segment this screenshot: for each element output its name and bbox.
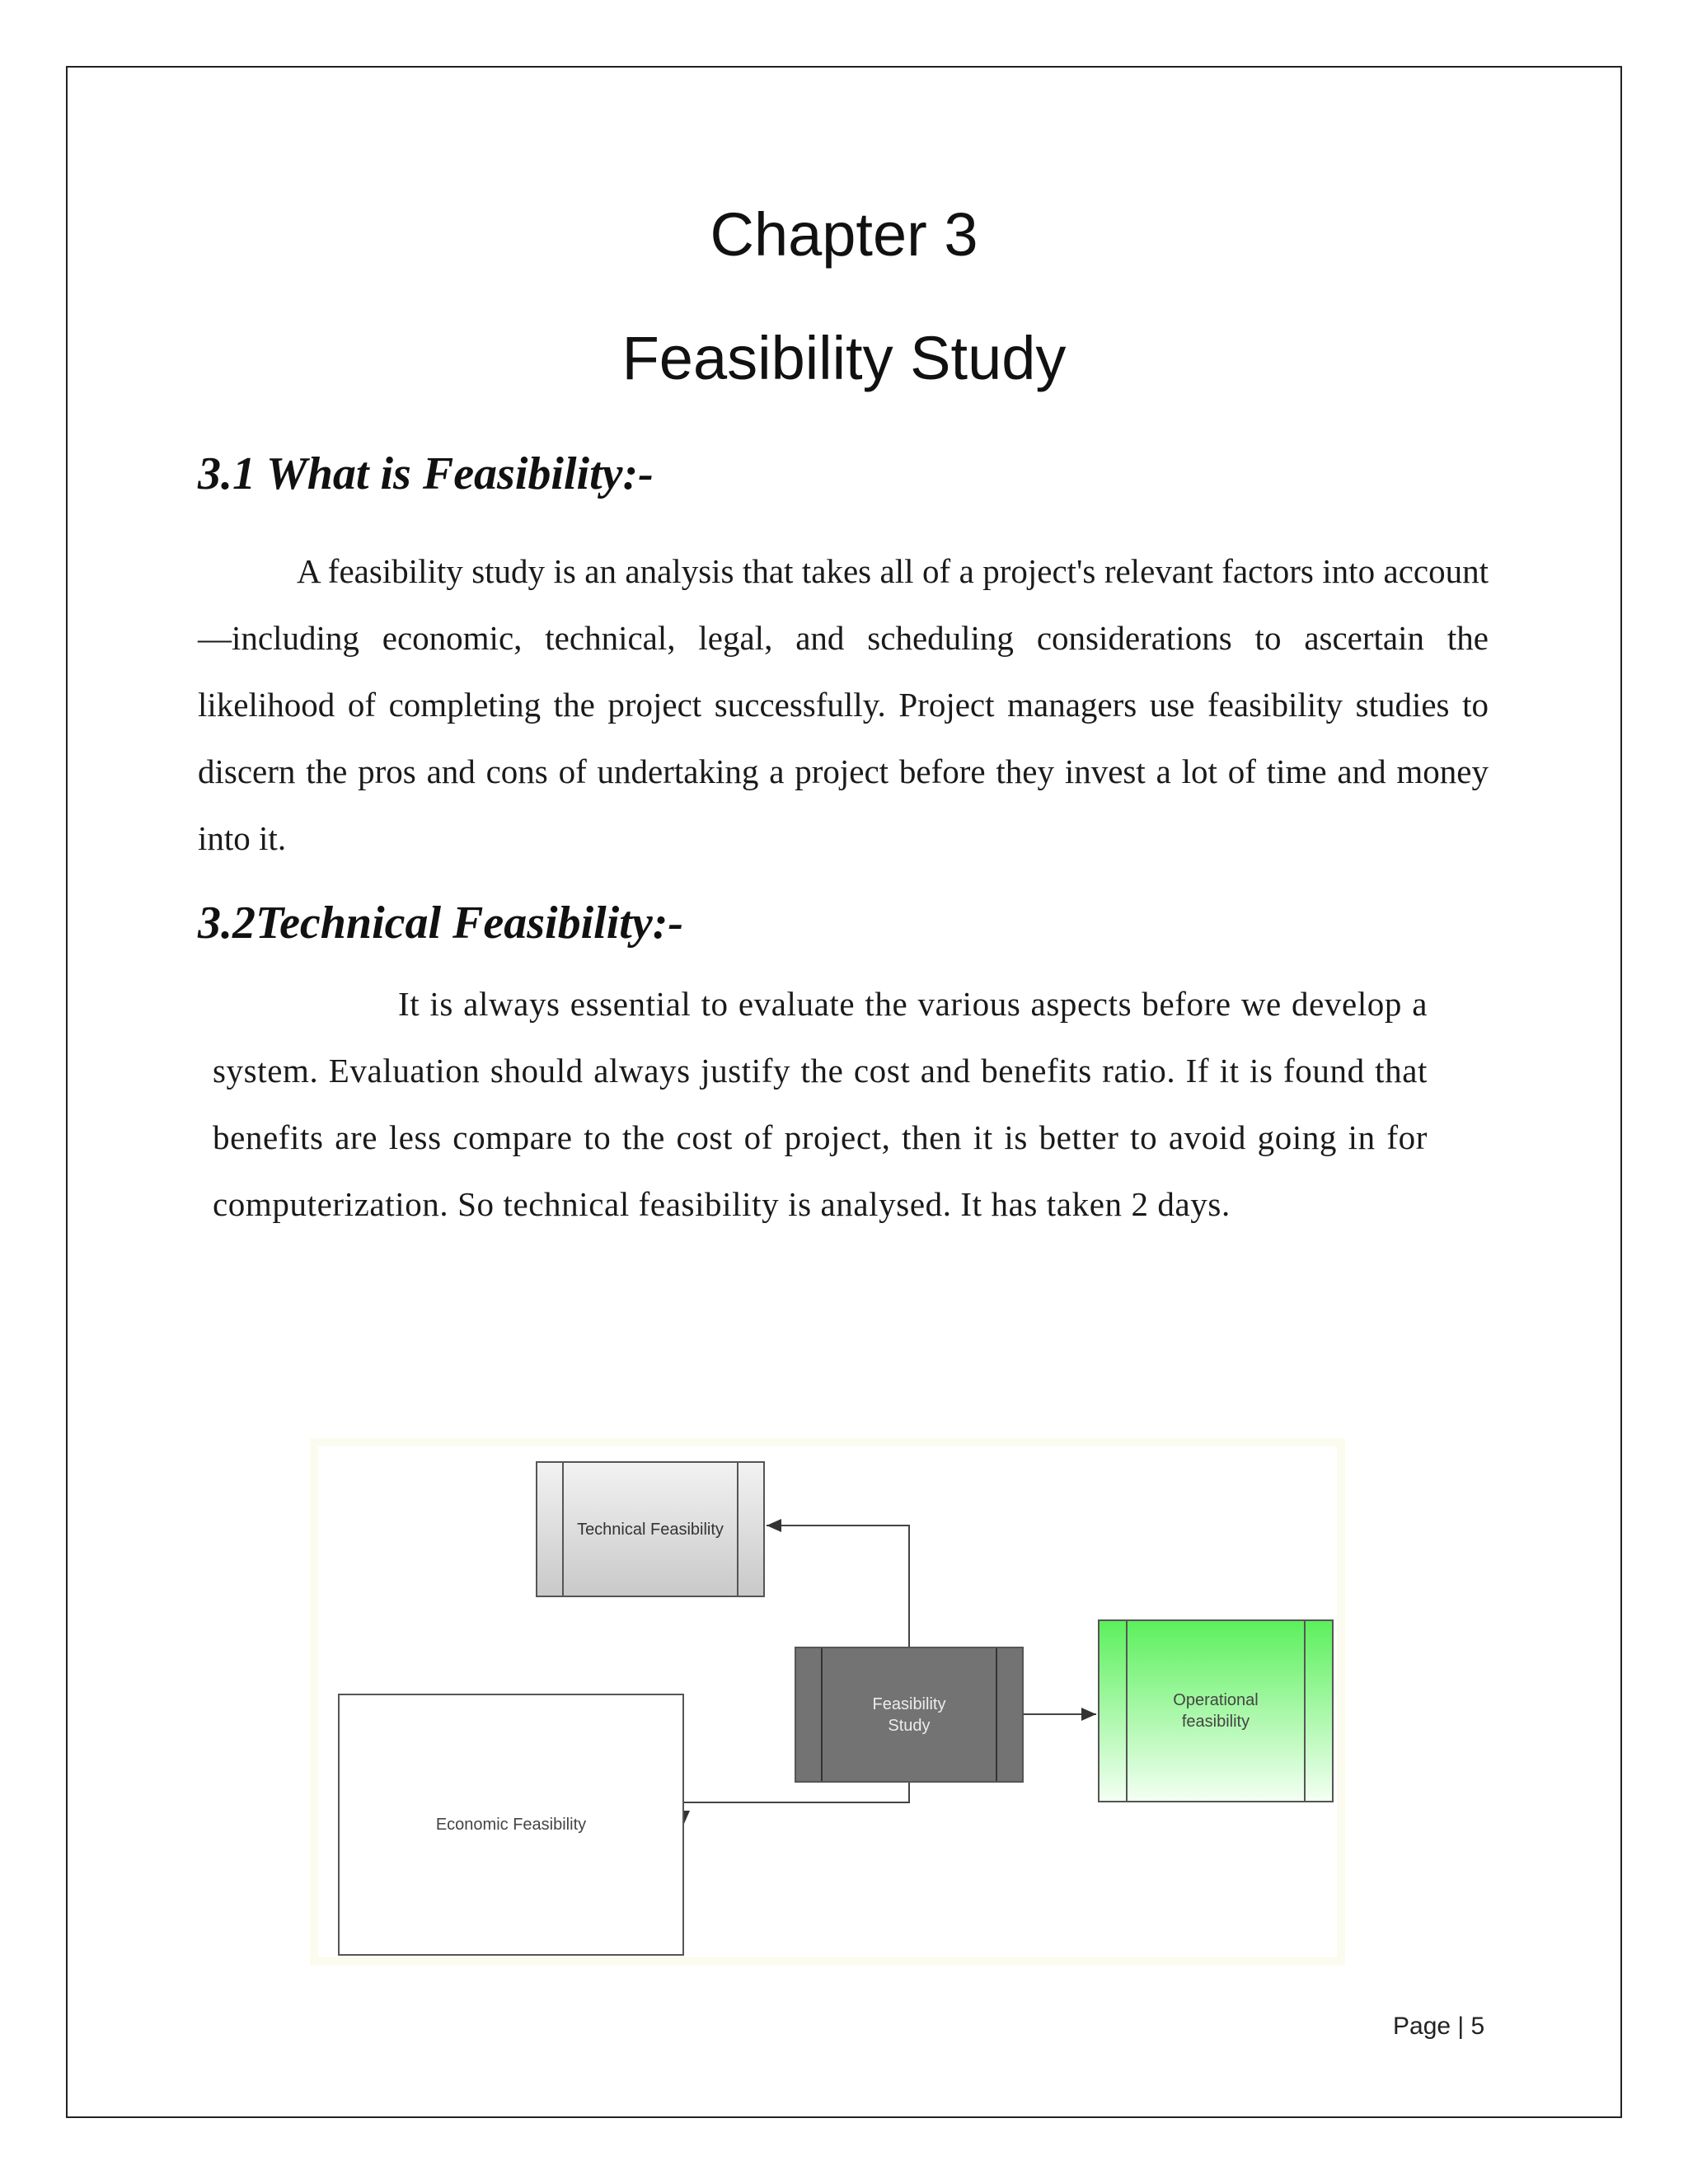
- section-body-technical-feasibility: It is always essential to evaluate the various aspects before we develop a system. Evaluation should always justify the cost and benefits ratio. If it is found that benefits are less compare to the cost of project, then it is better to avoid going in for computerization. So technical feasibility is analysed. It has taken 2 days.: [213, 985, 1428, 1223]
- node-economic-label: Economic Feasibility: [435, 1816, 587, 1834]
- node-study-label: [873, 1694, 946, 1736]
- node-study-label-line2: Study: [888, 1716, 931, 1735]
- chapter-subtitle: Feasibility Study: [621, 324, 1067, 392]
- node-technical-feasibility: [536, 1461, 765, 1597]
- diagram-canvas: [318, 1446, 1337, 1957]
- feasibility-diagram: [310, 1438, 1345, 1966]
- node-technical-label: Technical Feasibility: [577, 1520, 724, 1539]
- node-bar-left: [1126, 1621, 1128, 1801]
- node-bar-left: [821, 1648, 823, 1781]
- node-study-label-line1: Feasibility: [872, 1694, 946, 1713]
- connector-study-to-economic: [683, 1783, 909, 1825]
- node-operational-feasibility: [1098, 1619, 1334, 1802]
- node-bar-left: [562, 1463, 564, 1596]
- section-body-what-is-feasibility: A feasibility study is an analysis that takes all of a project's relevant factors into account—including economic, technical, legal, and scheduling considerations to ascertain the likelihood of completing the project successfully. Project managers use feasibility studies to discern the pros and cons of undertaking a project before they invest a lot of time and money into it.: [198, 552, 1489, 857]
- node-bar-right: [996, 1648, 997, 1781]
- chapter-title: Chapter 3: [710, 200, 978, 269]
- connector-study-to-technical: [767, 1526, 909, 1647]
- node-economic-feasibility: [338, 1694, 684, 1956]
- node-feasibility-study: [795, 1647, 1024, 1783]
- node-bar-right: [737, 1463, 738, 1596]
- node-operational-label: [1173, 1690, 1258, 1732]
- page-number: Page | 5: [1393, 2013, 1485, 2040]
- node-operational-label-line1: Operational: [1173, 1691, 1259, 1709]
- node-bar-right: [1304, 1621, 1306, 1801]
- section-heading-what-is-feasibility: 3.1 What is Feasibility:-: [198, 448, 654, 499]
- node-operational-label-line2: feasibility: [1181, 1713, 1250, 1731]
- section-heading-technical-feasibility: 3.2Technical Feasibility:-: [198, 898, 683, 949]
